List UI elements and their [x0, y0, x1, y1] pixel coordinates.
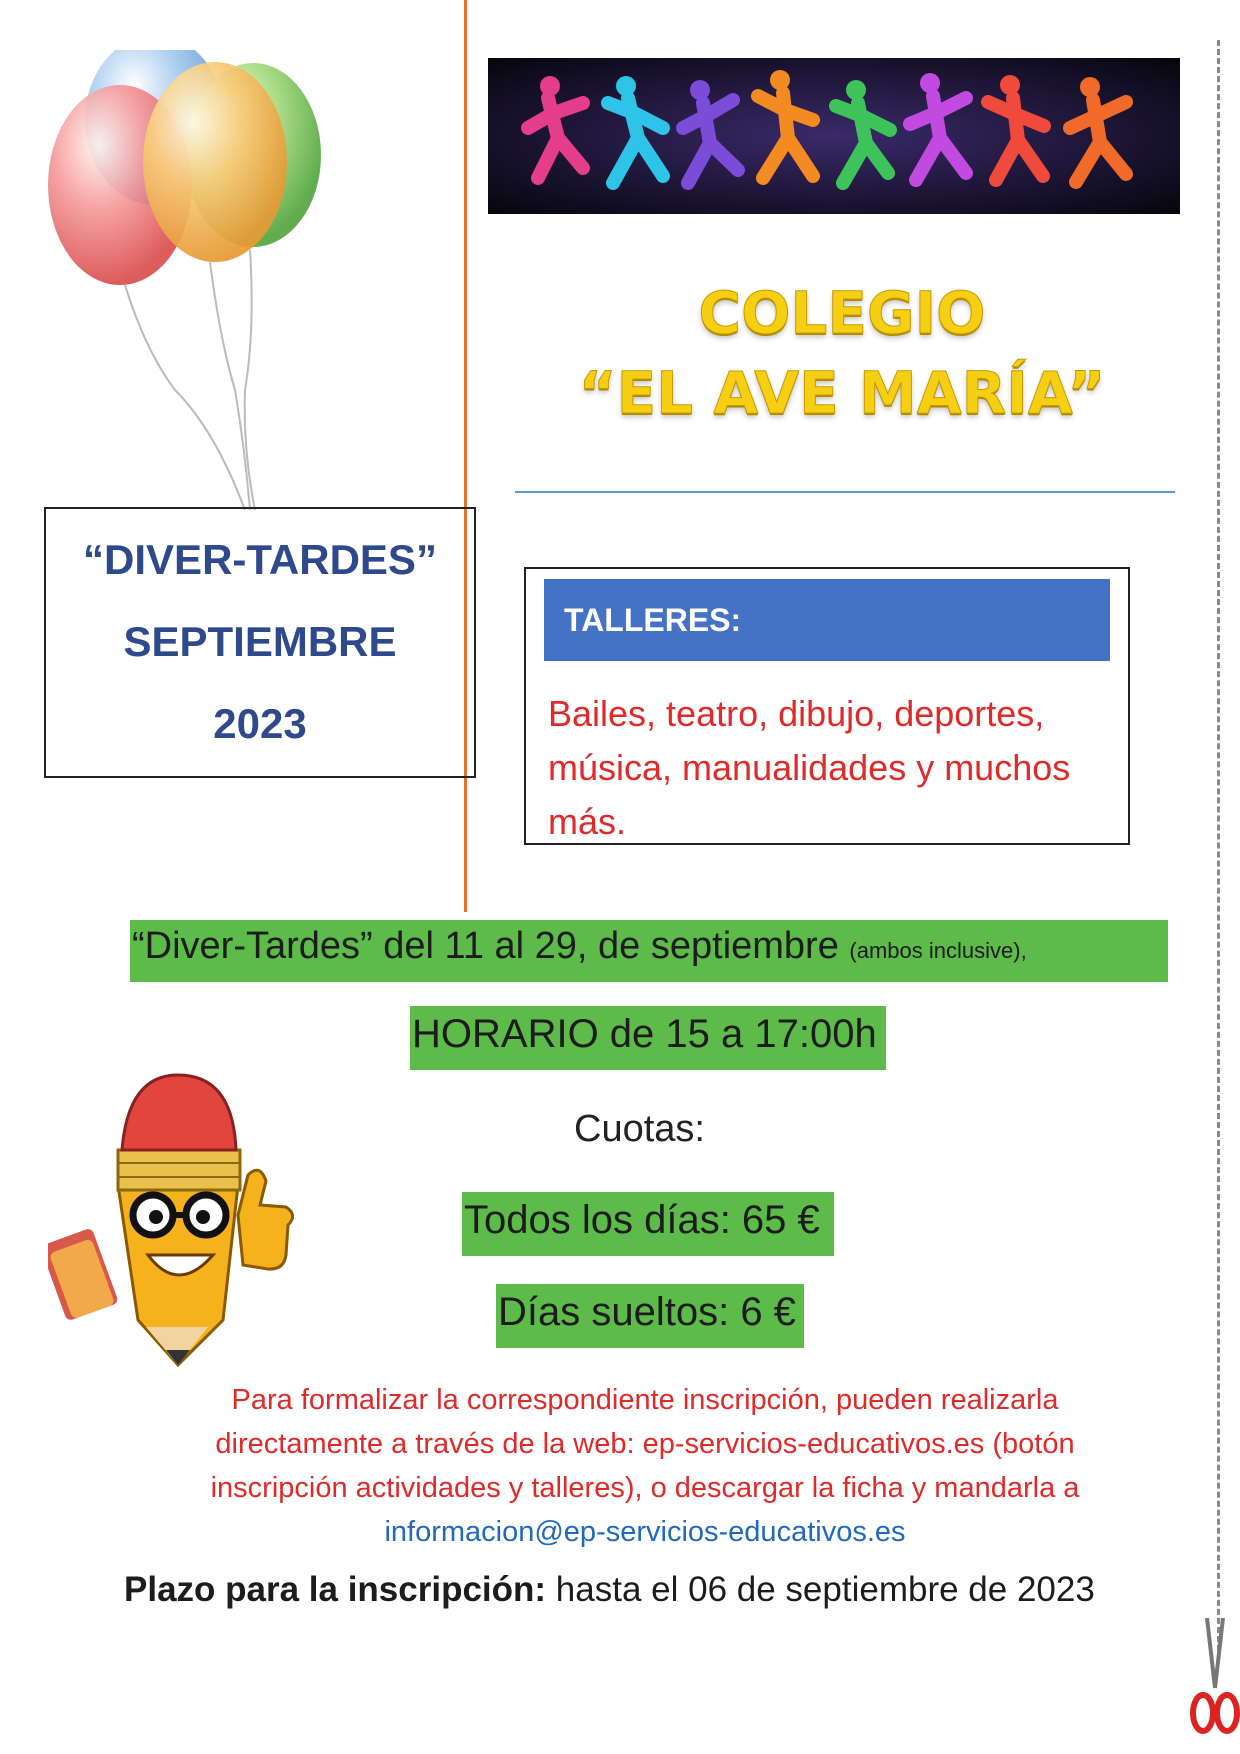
talleres-description: Bailes, teatro, dibujo, deportes, música, manualidades y muchos más. [548, 693, 1071, 842]
deadline-value: hasta el 06 de septiembre de 2023 [546, 1570, 1095, 1609]
info-line1: Para formalizar la correspondiente inscripción, pueden realizarla [231, 1384, 1059, 1416]
balloons-icon [45, 50, 345, 510]
dancers-banner [488, 58, 1180, 214]
talleres-heading: TALLERES: [544, 579, 1110, 661]
pencil-character-icon [48, 1055, 308, 1375]
info-line3: inscripción actividades y talleres), o descargar la ficha y mandarla a [210, 1472, 1080, 1504]
fees-label: Cuotas: [574, 1108, 705, 1150]
hours-text: HORARIO de 15 a 17:00h [412, 1012, 877, 1056]
fee-all-days: Todos los días: 65 € [464, 1198, 820, 1242]
dancers-banner-icon [488, 58, 1180, 214]
school-title [512, 276, 1172, 436]
dates-main: “Diver-Tardes” del 11 al 29, de septiembre [132, 925, 839, 967]
deadline [124, 1570, 1095, 1610]
dates-text [132, 925, 1027, 968]
program-year: 2023 [213, 700, 307, 747]
talleres-box [524, 567, 1130, 845]
contact-email-link[interactable]: informacion@ep-servicios-educativos.es [384, 1516, 906, 1548]
registration-info [130, 1378, 1160, 1554]
program-month: SEPTIEMBRE [123, 618, 397, 665]
program-name: “DIVER-TARDES” [83, 536, 437, 583]
program-box [44, 507, 476, 778]
cut-line [1217, 40, 1220, 1660]
school-title-line1: COLEGIO [698, 279, 986, 347]
dates-note: (ambos inclusive), [849, 938, 1027, 963]
deadline-label: Plazo para la inscripción: [124, 1570, 547, 1609]
scissors-icon [1185, 1618, 1240, 1738]
title-underline [515, 491, 1175, 493]
info-line2: directamente a través de la web: ep-servicios-educativos.es (botón [215, 1428, 1075, 1460]
school-title-line2: “EL AVE MARÍA” [578, 359, 1106, 427]
fee-single-days: Días sueltos: 6 € [498, 1290, 796, 1334]
